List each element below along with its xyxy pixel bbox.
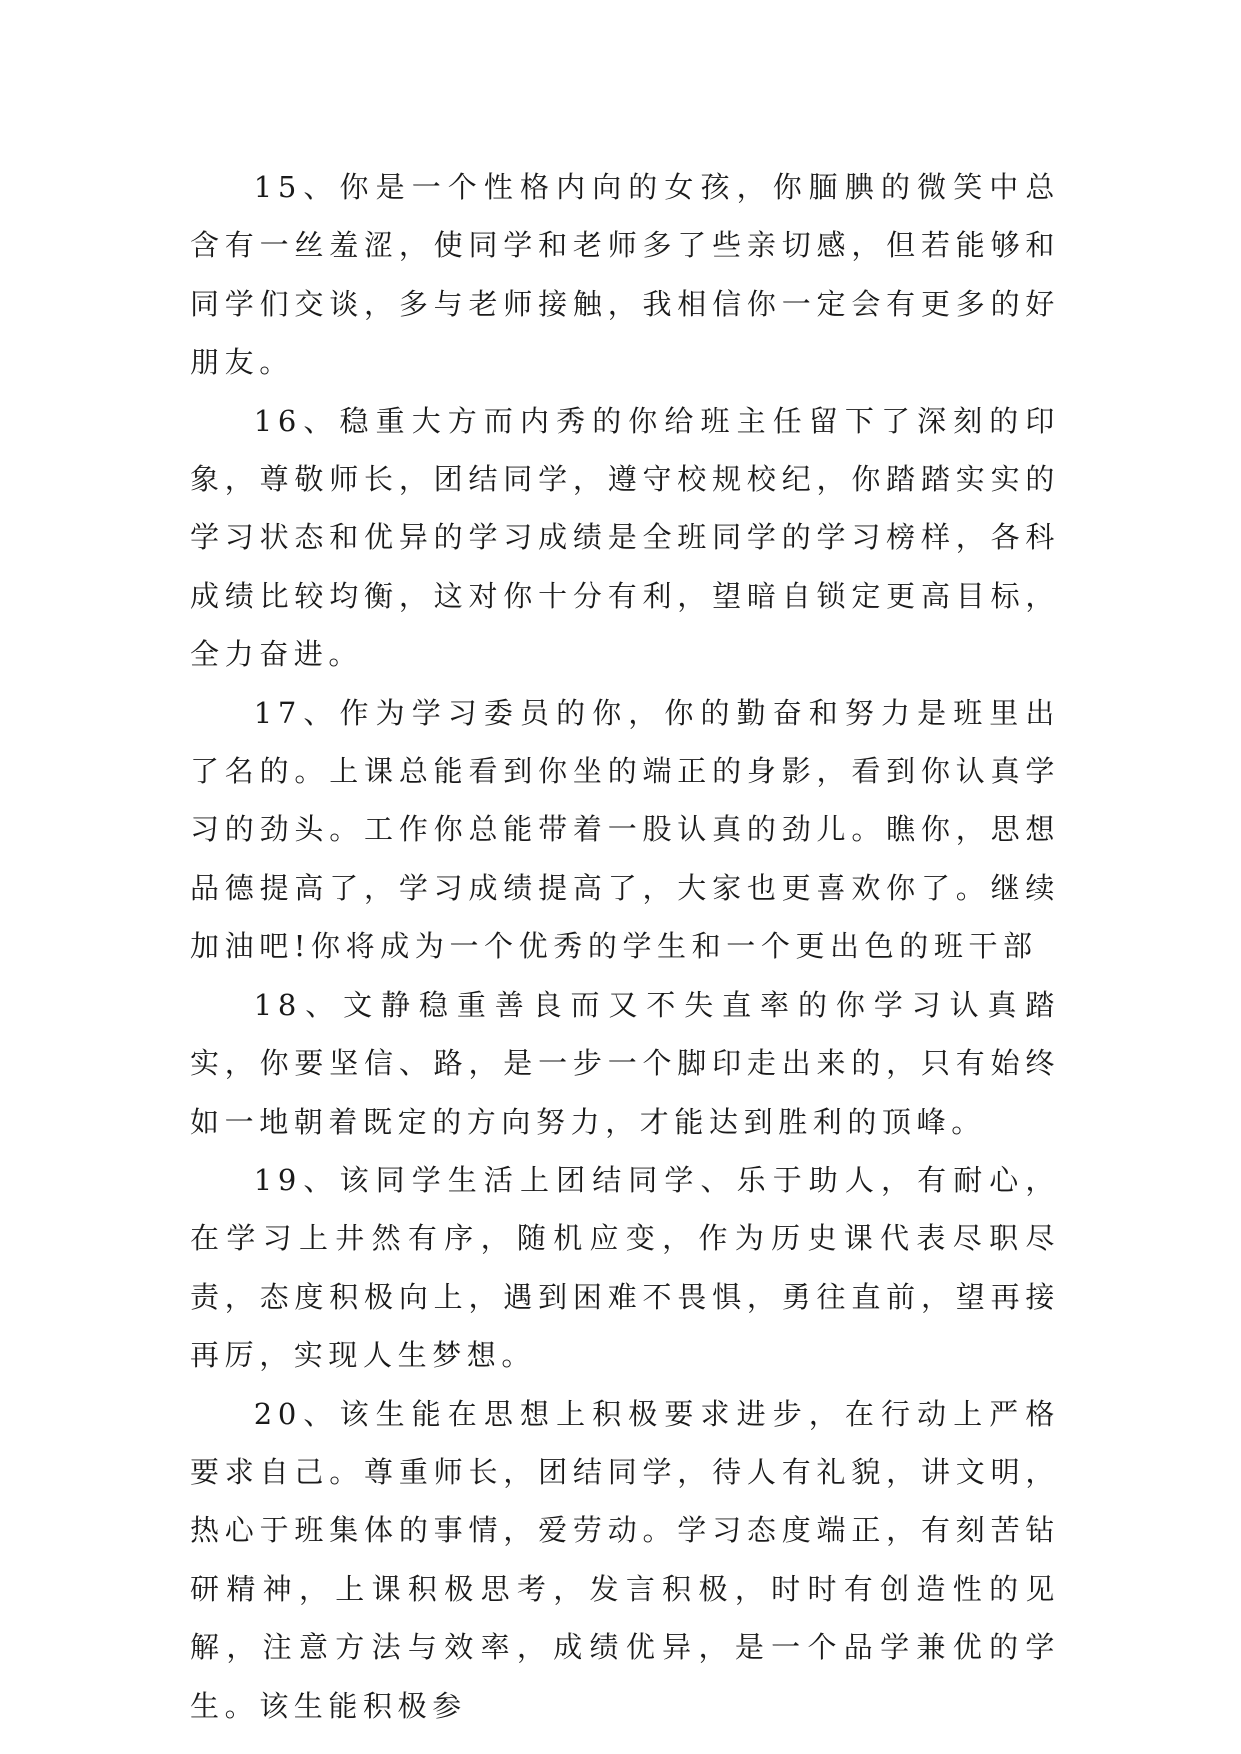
paragraph-16: 16、稳重大方而内秀的你给班主任留下了深刻的印象，尊敬师长，团结同学，遵守校规校纪，你踏踏实实的学习状态和优异的学习成绩是全班同学的学习榜样，各科成绩比较均衡，这对你十分有利，望暗自锁定更高目标，全力奋进。 [190,403,1060,672]
document-body [190,158,1060,1735]
paragraph-19: 19、该同学生活上团结同学、乐于助人，有耐心，在学习上井然有序，随机应变，作为历史课代表尽职尽责，态度积极向上，遇到困难不畏惧，勇往直前，望再接再厉，实现人生梦想。 [190,1162,1060,1373]
paragraph-15: 15、你是一个性格内向的女孩，你腼腆的微笑中总含有一丝羞涩，使同学和老师多了些亲切感，但若能够和同学们交谈，多与老师接触，我相信你一定会有更多的好朋友。 [190,170,1060,380]
paragraph-18: 18、文静稳重善良而又不失直率的你学习认真踏实，你要坚信、路，是一步一个脚印走出来的，只有始终如一地朝着既定的方向努力，才能达到胜利的顶峰。 [190,987,1060,1139]
paragraph-17: 17、作为学习委员的你，你的勤奋和努力是班里出了名的。上课总能看到你坐的端正的身影，看到你认真学习的劲头。工作你总能带着一股认真的劲儿。瞧你，思想品德提高了，学习成绩提高了，大家也更喜欢你了。继续加油吧!你将成为一个优秀的学生和一个更出色的班干部 [190,695,1060,964]
paragraph-20: 20、该生能在思想上积极要求进步，在行动上严格要求自己。尊重师长，团结同学，待人有礼貌，讲文明，热心于班集体的事情，爱劳动。学习态度端正，有刻苦钻研精神，上课积极思考，发言积极，时时有创造性的见解，注意方法与效率，成绩优异，是一个品学兼优的学生。该生能积极参 [190,1396,1060,1723]
